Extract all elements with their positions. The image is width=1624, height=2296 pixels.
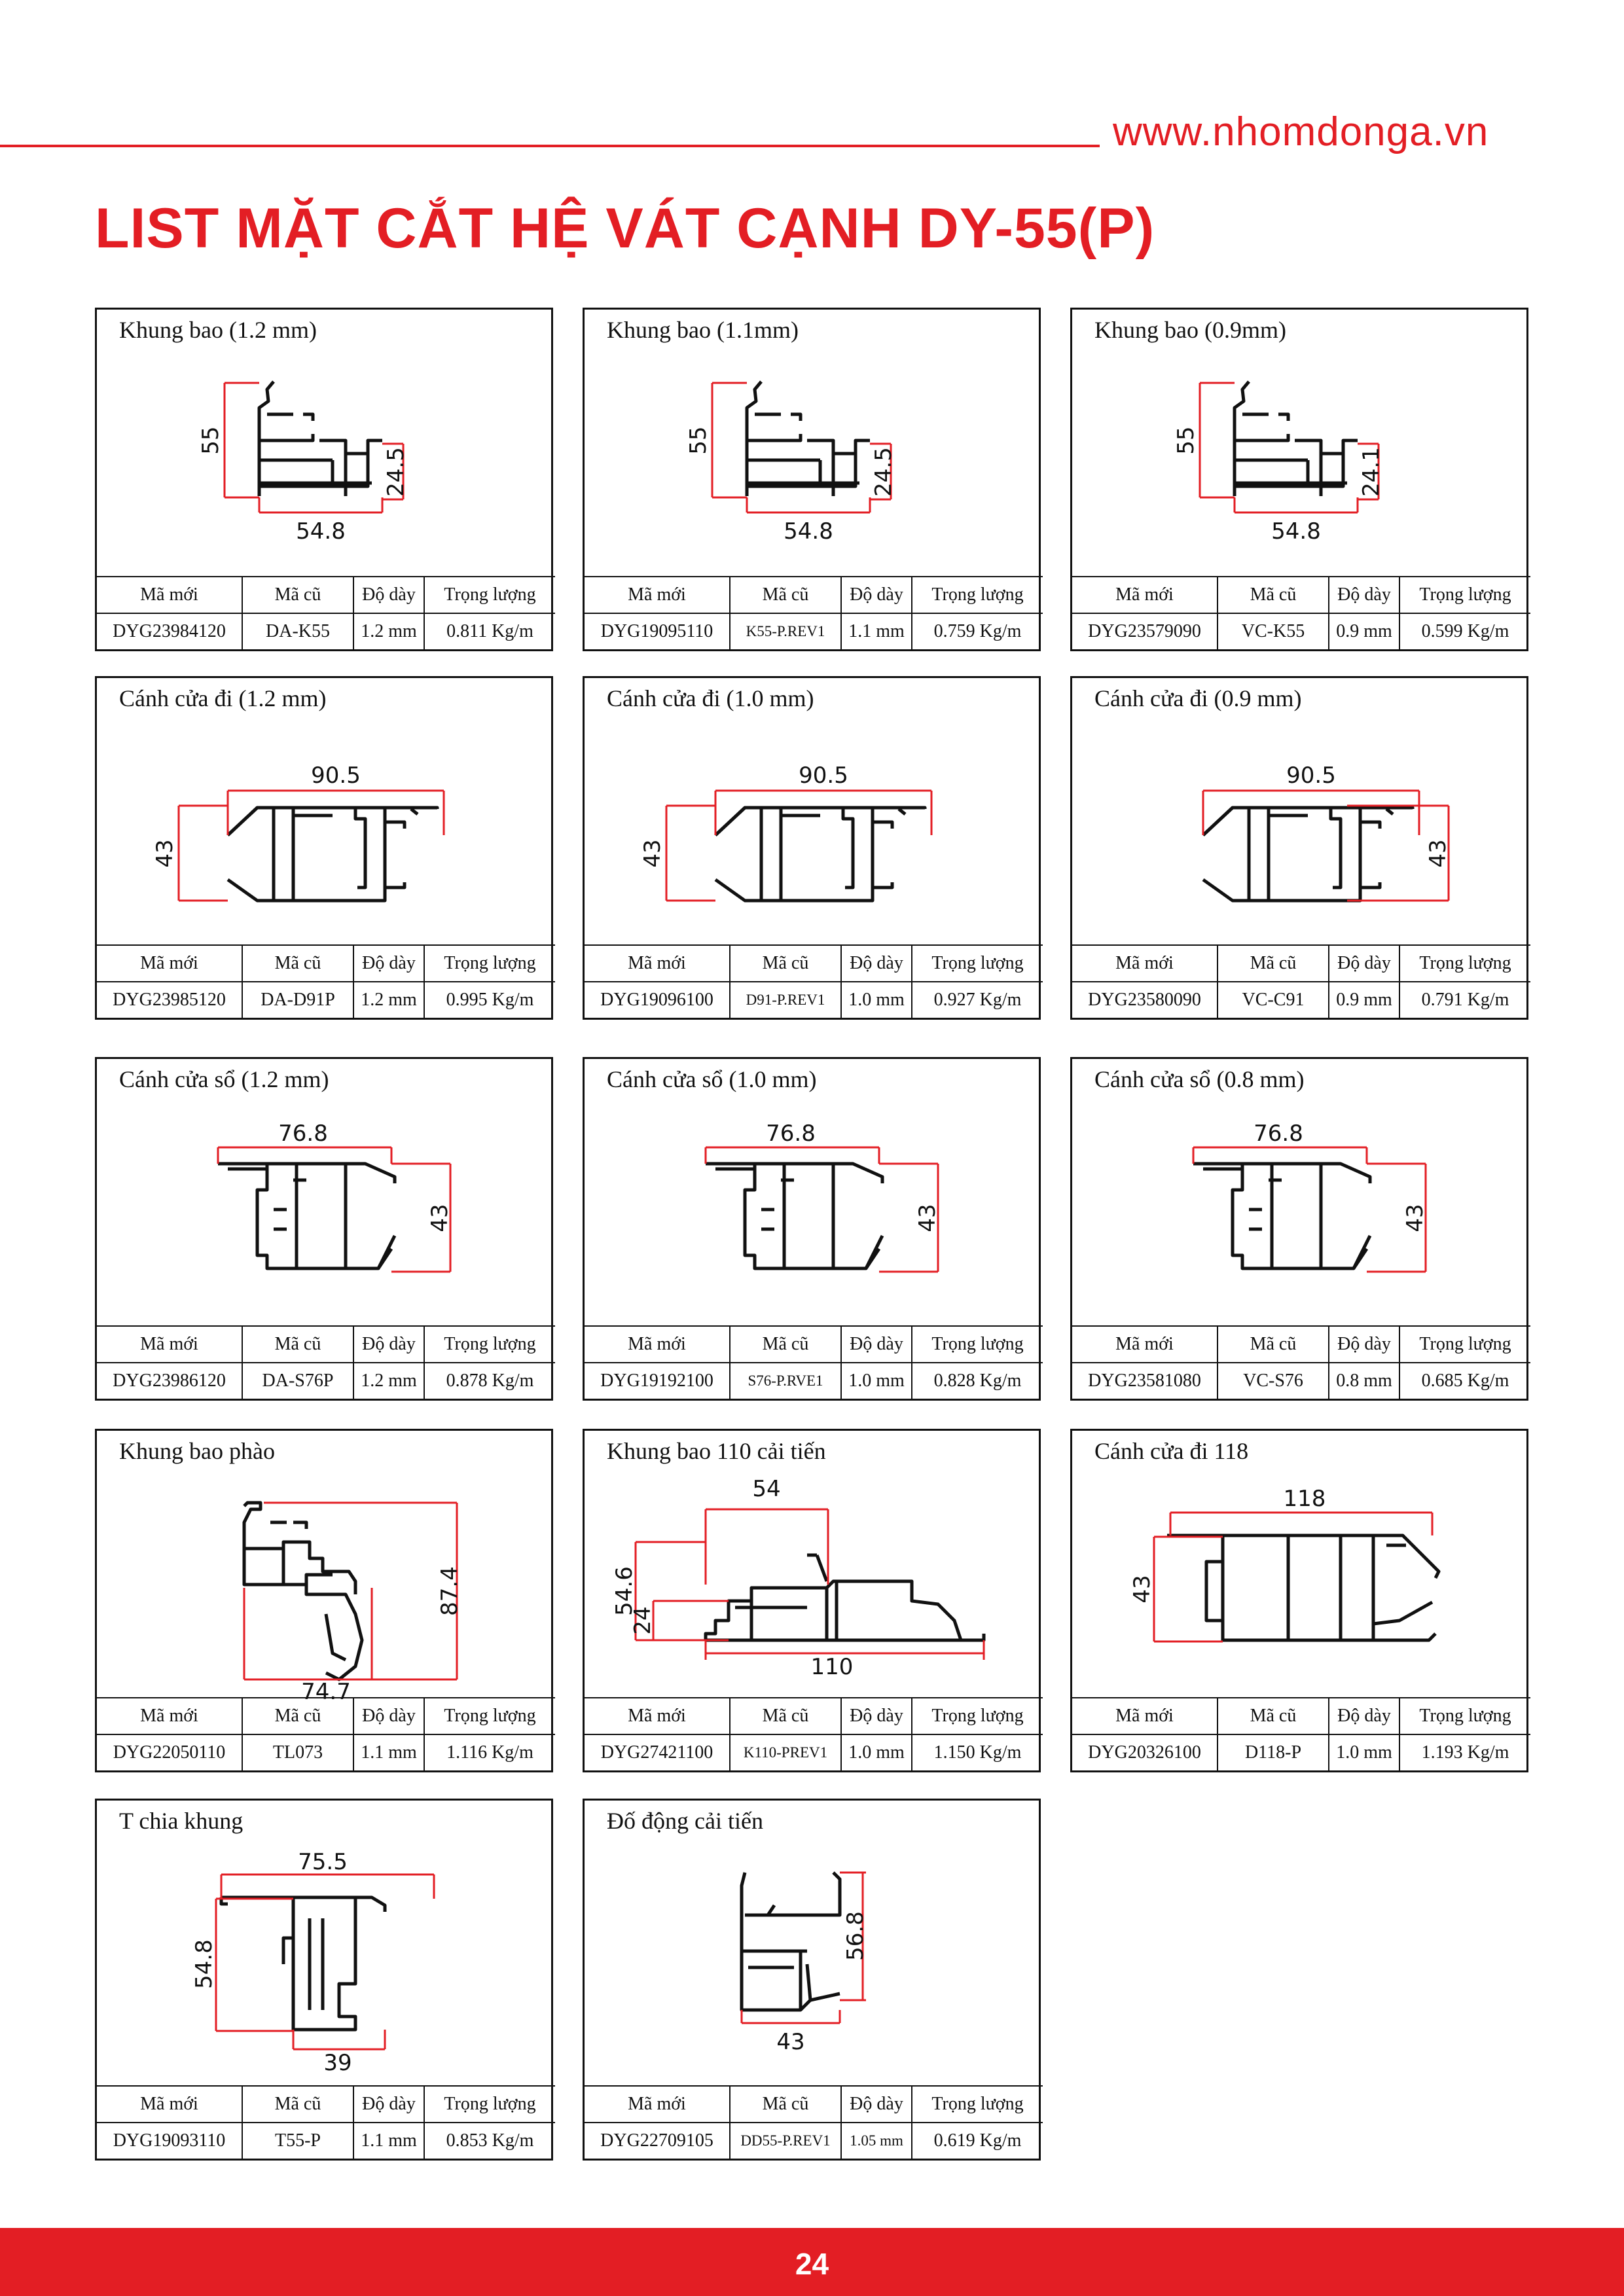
- profile-title: Khung bao (0.9mm): [1094, 317, 1286, 343]
- profile-cross-section-drawing: [585, 711, 1039, 947]
- profile-cross-section-drawing: [1072, 342, 1526, 579]
- spec-value-row: [585, 982, 1043, 1018]
- page-title: LIST MẶT CẮT HỆ VÁT CẠNH DY-55(P): [95, 197, 1155, 260]
- thickness: 1.0 mm: [841, 1734, 912, 1770]
- profile-card: [1070, 676, 1528, 1020]
- header-rule: [0, 145, 1100, 147]
- profile-title: Cánh cửa đi (1.2 mm): [119, 685, 327, 711]
- dimension-label: 43: [152, 839, 178, 868]
- profile-spec-table: [97, 1325, 555, 1399]
- header-new-code: Mã mới: [585, 1326, 730, 1363]
- dimension-label: 55: [198, 426, 224, 455]
- thickness: 1.1 mm: [841, 613, 912, 649]
- header-thickness: Độ dày: [353, 1698, 424, 1734]
- spec-value-row: [97, 2123, 555, 2159]
- weight: 0.853 Kg/m: [424, 2123, 555, 2159]
- header-weight: Trọng lượng: [912, 945, 1043, 982]
- weight: 0.995 Kg/m: [424, 982, 555, 1018]
- header-old-code: Mã cũ: [1218, 1698, 1329, 1734]
- header-new-code: Mã mới: [97, 577, 242, 613]
- profile-title: Khung bao 110 cải tiến: [607, 1438, 826, 1464]
- spec-header-row: [1072, 945, 1530, 982]
- weight: 0.759 Kg/m: [912, 613, 1043, 649]
- profile-cross-section-drawing: [585, 342, 1039, 579]
- new-code: DYG20326100: [1072, 1734, 1218, 1770]
- dimension-label: 110: [810, 1654, 854, 1680]
- weight: 0.828 Kg/m: [912, 1363, 1043, 1399]
- spec-header-row: [97, 1698, 555, 1734]
- page-number: 24: [795, 2247, 829, 2281]
- dimension-label: 24.1: [1358, 447, 1384, 497]
- weight: 0.619 Kg/m: [912, 2123, 1043, 2159]
- dimension-label: 90.5: [1286, 762, 1336, 789]
- header-weight: Trọng lượng: [424, 577, 555, 613]
- header-weight: Trọng lượng: [424, 1326, 555, 1363]
- dimension-label: 54.8: [191, 1939, 217, 1989]
- header-old-code: Mã cũ: [730, 1698, 841, 1734]
- spec-value-row: [97, 1363, 555, 1399]
- profile-card: [95, 1429, 553, 1772]
- spec-value-row: [585, 2123, 1043, 2159]
- header-weight: Trọng lượng: [424, 945, 555, 982]
- dimension-label: 54.8: [1271, 518, 1321, 545]
- spec-header-row: [1072, 577, 1530, 613]
- new-code: DYG22709105: [585, 2123, 730, 2159]
- profile-spec-table: [97, 2085, 555, 2159]
- dimension-label: 43: [640, 839, 666, 868]
- profile-title: Đố động cải tiến: [607, 1808, 763, 1834]
- header-new-code: Mã mới: [97, 2086, 242, 2123]
- spec-header-row: [1072, 1698, 1530, 1734]
- dimension-label: 43: [1129, 1575, 1155, 1604]
- profile-card: [583, 1429, 1041, 1772]
- thickness: 1.0 mm: [841, 982, 912, 1018]
- profile-spec-table: [585, 2085, 1043, 2159]
- profile-card: [1070, 308, 1528, 651]
- new-code: DYG23984120: [97, 613, 242, 649]
- header-thickness: Độ dày: [353, 2086, 424, 2123]
- new-code: DYG23985120: [97, 982, 242, 1018]
- header-new-code: Mã mới: [97, 1698, 242, 1734]
- header-thickness: Độ dày: [841, 577, 912, 613]
- new-code: DYG19192100: [585, 1363, 730, 1399]
- profile-spec-table: [97, 944, 555, 1018]
- dimension-label: 54.6: [611, 1566, 638, 1616]
- old-code: D91-P.REV1: [730, 982, 841, 1018]
- spec-header-row: [585, 577, 1043, 613]
- spec-header-row: [97, 577, 555, 613]
- old-code: TL073: [242, 1734, 353, 1770]
- profile-cross-section-drawing: [585, 1463, 1039, 1700]
- header-new-code: Mã mới: [585, 577, 730, 613]
- old-code: T55-P: [242, 2123, 353, 2159]
- spec-header-row: [1072, 1326, 1530, 1363]
- spec-value-row: [97, 1734, 555, 1770]
- header-old-code: Mã cũ: [1218, 945, 1329, 982]
- profile-card: [583, 1799, 1041, 2161]
- header-old-code: Mã cũ: [1218, 577, 1329, 613]
- header-new-code: Mã mới: [585, 945, 730, 982]
- header-thickness: Độ dày: [841, 945, 912, 982]
- dimension-label: 118: [1283, 1486, 1326, 1512]
- spec-header-row: [585, 945, 1043, 982]
- spec-value-row: [585, 1734, 1043, 1770]
- thickness: 1.1 mm: [353, 2123, 424, 2159]
- header-thickness: Độ dày: [1329, 1326, 1399, 1363]
- profile-cross-section-drawing: [585, 1833, 1039, 2088]
- header-weight: Trọng lượng: [912, 2086, 1043, 2123]
- header-old-code: Mã cũ: [242, 577, 353, 613]
- profile-card: [583, 1057, 1041, 1401]
- profile-card: [95, 1799, 553, 2161]
- old-code: DD55-P.REV1: [730, 2123, 841, 2159]
- profile-card: [95, 308, 553, 651]
- header-old-code: Mã cũ: [730, 1326, 841, 1363]
- weight: 0.878 Kg/m: [424, 1363, 555, 1399]
- header-weight: Trọng lượng: [1399, 1698, 1530, 1734]
- header-old-code: Mã cũ: [730, 945, 841, 982]
- profile-title: T chia khung: [119, 1808, 244, 1834]
- header-new-code: Mã mới: [97, 945, 242, 982]
- profile-title: Khung bao (1.2 mm): [119, 317, 317, 343]
- profile-spec-table: [585, 576, 1043, 649]
- header-thickness: Độ dày: [1329, 1698, 1399, 1734]
- profile-card: [1070, 1057, 1528, 1401]
- dimension-label: 56.8: [842, 1911, 869, 1961]
- thickness: 1.0 mm: [841, 1363, 912, 1399]
- old-code: VC-S76: [1218, 1363, 1329, 1399]
- dimension-label: 74.7: [301, 1679, 351, 1700]
- header-old-code: Mã cũ: [1218, 1326, 1329, 1363]
- profile-title: Cánh cửa đi 118: [1094, 1438, 1249, 1464]
- header-thickness: Độ dày: [1329, 945, 1399, 982]
- old-code: DA-S76P: [242, 1363, 353, 1399]
- profile-title: Cánh cửa sổ (0.8 mm): [1094, 1066, 1305, 1092]
- header-new-code: Mã mới: [585, 2086, 730, 2123]
- new-code: DYG23580090: [1072, 982, 1218, 1018]
- old-code: VC-K55: [1218, 613, 1329, 649]
- profile-cross-section-drawing: [97, 342, 551, 579]
- spec-value-row: [1072, 1363, 1530, 1399]
- weight: 0.791 Kg/m: [1399, 982, 1530, 1018]
- spec-value-row: [1072, 613, 1530, 649]
- spec-value-row: [97, 982, 555, 1018]
- header-weight: Trọng lượng: [912, 1698, 1043, 1734]
- profile-spec-table: [585, 1697, 1043, 1770]
- dimension-label: 43: [776, 2029, 805, 2055]
- thickness: 1.1 mm: [353, 1734, 424, 1770]
- profile-cross-section-drawing: [1072, 1463, 1526, 1700]
- spec-value-row: [585, 613, 1043, 649]
- dimension-label: 90.5: [799, 762, 848, 789]
- profile-spec-table: [585, 944, 1043, 1018]
- weight: 0.599 Kg/m: [1399, 613, 1530, 649]
- profile-spec-table: [585, 1325, 1043, 1399]
- profile-cross-section-drawing: [97, 1463, 551, 1700]
- dimension-label: 54.8: [784, 518, 833, 545]
- spec-header-row: [97, 945, 555, 982]
- header-weight: Trọng lượng: [424, 2086, 555, 2123]
- profile-card: [583, 676, 1041, 1020]
- new-code: DYG19095110: [585, 613, 730, 649]
- spec-header-row: [585, 2086, 1043, 2123]
- old-code: VC-C91: [1218, 982, 1329, 1018]
- thickness: 1.2 mm: [353, 1363, 424, 1399]
- profile-title: Cánh cửa đi (0.9 mm): [1094, 685, 1302, 711]
- thickness: 0.8 mm: [1329, 1363, 1399, 1399]
- header-new-code: Mã mới: [97, 1326, 242, 1363]
- profile-title: Khung bao phào: [119, 1438, 275, 1464]
- profile-card: [1070, 1429, 1528, 1772]
- spec-header-row: [97, 2086, 555, 2123]
- profile-cross-section-drawing: [1072, 1092, 1526, 1328]
- dimension-label: 55: [685, 426, 712, 455]
- thickness: 1.2 mm: [353, 613, 424, 649]
- old-code: DA-D91P: [242, 982, 353, 1018]
- header-old-code: Mã cũ: [730, 577, 841, 613]
- spec-value-row: [97, 613, 555, 649]
- spec-value-row: [585, 1363, 1043, 1399]
- profile-spec-table: [1072, 1697, 1530, 1770]
- spec-value-row: [1072, 982, 1530, 1018]
- profile-card: [583, 308, 1041, 651]
- spec-header-row: [585, 1698, 1043, 1734]
- header-new-code: Mã mới: [1072, 1326, 1218, 1363]
- profile-spec-table: [97, 1697, 555, 1770]
- dimension-label: 43: [914, 1204, 941, 1232]
- header-thickness: Độ dày: [841, 1698, 912, 1734]
- dimension-label: 55: [1173, 426, 1199, 455]
- dimension-label: 39: [323, 2050, 352, 2076]
- new-code: DYG23581080: [1072, 1363, 1218, 1399]
- weight: 0.685 Kg/m: [1399, 1363, 1530, 1399]
- profile-title: Cánh cửa sổ (1.2 mm): [119, 1066, 329, 1092]
- dimension-label: 76.8: [1254, 1121, 1303, 1147]
- header-thickness: Độ dày: [353, 577, 424, 613]
- old-code: DA-K55: [242, 613, 353, 649]
- header-old-code: Mã cũ: [242, 2086, 353, 2123]
- header-thickness: Độ dày: [353, 1326, 424, 1363]
- header-weight: Trọng lượng: [424, 1698, 555, 1734]
- dimension-label: 87.4: [437, 1566, 463, 1616]
- new-code: DYG23986120: [97, 1363, 242, 1399]
- weight: 0.811 Kg/m: [424, 613, 555, 649]
- dimension-label: 54.8: [296, 518, 346, 545]
- new-code: DYG27421100: [585, 1734, 730, 1770]
- profile-title: Cánh cửa đi (1.0 mm): [607, 685, 814, 711]
- dimension-label: 76.8: [766, 1121, 816, 1147]
- new-code: DYG23579090: [1072, 613, 1218, 649]
- dimension-label: 43: [1425, 839, 1451, 868]
- thickness: 1.05 mm: [841, 2123, 912, 2159]
- website-url[interactable]: www.nhomdonga.vn: [1113, 109, 1489, 154]
- thickness: 0.9 mm: [1329, 613, 1399, 649]
- profile-title: Khung bao (1.1mm): [607, 317, 799, 343]
- thickness: 1.2 mm: [353, 982, 424, 1018]
- dimension-label: 24.5: [871, 447, 897, 497]
- profile-title: Cánh cửa sổ (1.0 mm): [607, 1066, 817, 1092]
- thickness: 1.0 mm: [1329, 1734, 1399, 1770]
- header-old-code: Mã cũ: [730, 2086, 841, 2123]
- new-code: DYG19093110: [97, 2123, 242, 2159]
- profile-cross-section-drawing: [585, 1092, 1039, 1328]
- profile-cross-section-drawing: [97, 1833, 551, 2088]
- weight: 1.150 Kg/m: [912, 1734, 1043, 1770]
- spec-header-row: [585, 1326, 1043, 1363]
- header-thickness: Độ dày: [1329, 577, 1399, 613]
- profile-cross-section-drawing: [1072, 711, 1526, 947]
- profile-spec-table: [97, 576, 555, 649]
- profile-card: [95, 676, 553, 1020]
- dimension-label: 75.5: [298, 1849, 348, 1875]
- spec-header-row: [97, 1326, 555, 1363]
- header-weight: Trọng lượng: [1399, 577, 1530, 613]
- thickness: 0.9 mm: [1329, 982, 1399, 1018]
- dimension-label: 24: [630, 1606, 656, 1635]
- old-code: D118-P: [1218, 1734, 1329, 1770]
- header-thickness: Độ dày: [841, 1326, 912, 1363]
- header-thickness: Độ dày: [353, 945, 424, 982]
- weight: 0.927 Kg/m: [912, 982, 1043, 1018]
- profile-cross-section-drawing: [97, 711, 551, 947]
- header-new-code: Mã mới: [1072, 577, 1218, 613]
- dimension-label: 54: [752, 1476, 781, 1502]
- profile-spec-table: [1072, 1325, 1530, 1399]
- dimension-label: 76.8: [278, 1121, 328, 1147]
- weight: 1.116 Kg/m: [424, 1734, 555, 1770]
- dimension-label: 90.5: [311, 762, 361, 789]
- new-code: DYG22050110: [97, 1734, 242, 1770]
- header-weight: Trọng lượng: [912, 1326, 1043, 1363]
- profile-cross-section-drawing: [97, 1092, 551, 1328]
- new-code: DYG19096100: [585, 982, 730, 1018]
- old-code: K55-P.REV1: [730, 613, 841, 649]
- header-old-code: Mã cũ: [242, 945, 353, 982]
- spec-value-row: [1072, 1734, 1530, 1770]
- header-old-code: Mã cũ: [242, 1326, 353, 1363]
- header-weight: Trọng lượng: [912, 577, 1043, 613]
- profile-card: [95, 1057, 553, 1401]
- header-old-code: Mã cũ: [242, 1698, 353, 1734]
- header-weight: Trọng lượng: [1399, 945, 1530, 982]
- old-code: K110-PREV1: [730, 1734, 841, 1770]
- dimension-label: 43: [1402, 1204, 1428, 1232]
- profile-spec-table: [1072, 944, 1530, 1018]
- header-thickness: Độ dày: [841, 2086, 912, 2123]
- header-new-code: Mã mới: [1072, 945, 1218, 982]
- weight: 1.193 Kg/m: [1399, 1734, 1530, 1770]
- header-weight: Trọng lượng: [1399, 1326, 1530, 1363]
- profile-spec-table: [1072, 576, 1530, 649]
- header-new-code: Mã mới: [1072, 1698, 1218, 1734]
- header-new-code: Mã mới: [585, 1698, 730, 1734]
- old-code: S76-P.RVE1: [730, 1363, 841, 1399]
- dimension-label: 43: [427, 1204, 453, 1232]
- dimension-label: 24.5: [383, 447, 409, 497]
